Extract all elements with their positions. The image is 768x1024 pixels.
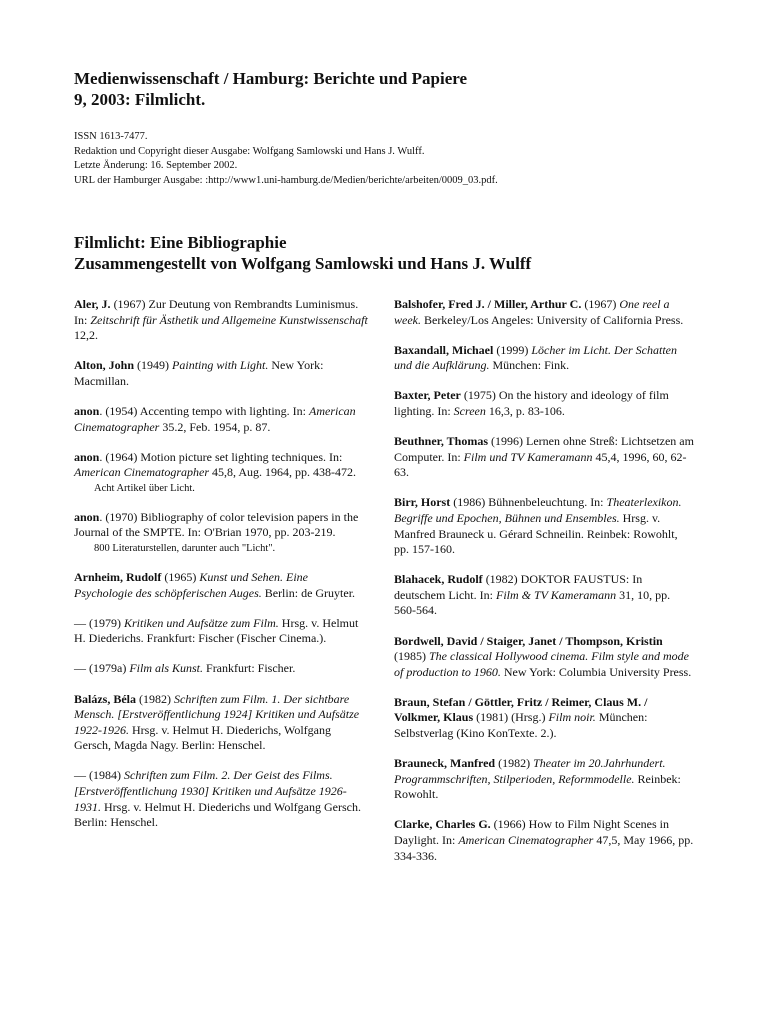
bibliography-column-left	[74, 297, 368, 845]
entry-text: (1982)	[495, 756, 534, 771]
editorial-copyright: Redaktion und Copyright dieser Ausgabe: Wolfgang Samlowski und Hans J. Wulff.	[74, 145, 425, 157]
entry-title: Screen	[453, 403, 486, 418]
entry-text: (1967) Zur Deutung von Rembrandts Luminismus. In:	[74, 297, 359, 327]
entry-text: . (1970) Bibliography of color television papers in the Journal of the SMPTE. In: O'Brian 1970, pp. 203-219.	[74, 509, 359, 540]
entry-text: (1985)	[394, 649, 429, 664]
entry-text: Hrsg. v. Helmut H. Diederichs. Frankfurt: Fischer (Fischer Cinema.).	[74, 615, 359, 646]
bibliography-entry	[394, 388, 694, 419]
bibliography-column-right	[394, 297, 694, 879]
last-modified: Letzte Änderung: 16. September 2002.	[74, 160, 238, 171]
entry-text: 16,3, p. 83-106.	[485, 403, 565, 418]
series-title	[74, 68, 694, 110]
entry-text: — (1984)	[74, 768, 124, 783]
entry-author: Braun, Stefan / Göttler, Fritz / Reimer, Claus M. / Volkmer, Klaus	[394, 694, 648, 725]
bibliography-entry	[394, 695, 694, 742]
entry-text: (1966) How to Film Night Scenes in Daylight. In:	[394, 817, 669, 847]
entry-title: The classical Hollywood cinema. Film style and mode of production to 1960.	[394, 649, 689, 679]
bibliography-title-line-1: Filmlicht: Eine Bibliographie	[74, 233, 287, 252]
entry-text: 45,8, Aug. 1964, pp. 438-472.	[208, 465, 356, 480]
bibliography-entry	[394, 297, 694, 328]
entry-title: Film noir.	[548, 710, 596, 725]
bibliography-entry	[74, 570, 368, 601]
entry-text: Berkeley/Los Angeles: University of California Press.	[420, 312, 684, 327]
entry-author: Bordwell, David / Staiger, Janet / Thompson, Kristin	[394, 633, 663, 648]
bibliography-entry	[394, 756, 694, 803]
series-title-line-2: 9, 2003: Filmlicht.	[74, 90, 206, 109]
entry-text: 35.2, Feb. 1954, p. 87.	[159, 419, 271, 434]
entry-text: (1949)	[134, 358, 173, 373]
entry-author: Birr, Horst	[394, 495, 451, 510]
entry-text: Reinbek: Rowohlt.	[394, 771, 681, 802]
entry-text: (1981) (Hrsg.)	[473, 710, 549, 725]
bibliography-title-line-2: Zusammengestellt von Wolfgang Samlowski und Hans J. Wulff	[74, 254, 532, 273]
entry-text: München: Fink.	[489, 358, 570, 373]
entry-text: (1982)	[136, 691, 174, 706]
bibliography-entry	[74, 510, 368, 556]
entry-text: (1975) On the history and ideology of film lighting. In:	[394, 388, 669, 418]
bibliography-entry	[74, 661, 368, 677]
entry-text: (1967)	[581, 297, 620, 311]
bibliography-entry	[74, 404, 368, 435]
bibliography-entry	[394, 434, 694, 481]
source-url: URL der Hamburger Ausgabe: :http://www1.uni-hamburg.de/Medien/berichte/arbeiten/0009_03.pdf.	[74, 174, 498, 186]
entry-text: (1965)	[161, 570, 200, 585]
bibliography-entry	[74, 297, 368, 344]
entry-text: 45,4, 1996, 60, 62-63.	[394, 449, 687, 480]
bibliography-entry	[74, 616, 368, 647]
entry-title: One reel a week.	[394, 297, 670, 327]
entry-text: — (1979)	[74, 615, 124, 630]
entry-author: Balázs, Béla	[74, 691, 136, 706]
entry-text: Hrsg. v. Manfred Brauneck u. Gérard Schneilin. Reinbek: Rowohlt, pp. 157-160.	[394, 510, 678, 557]
publication-meta	[74, 130, 714, 188]
entry-text: Hrsg. v. Helmut H. Diederichs, Wolfgang Gersch, Magda Nagy. Berlin: Henschel.	[74, 722, 331, 753]
entry-author: Aler, J.	[74, 297, 111, 311]
entry-text: München: Selbstverlag (Kino KonTexte. 2.).	[394, 710, 648, 740]
issn: ISSN 1613-7477.	[74, 131, 148, 142]
entry-author: anon	[74, 403, 100, 418]
entry-text: New York: Columbia University Press.	[500, 664, 692, 679]
entry-text: Hrsg. v. Helmut H. Diederichs und Wolfgang Gersch. Berlin: Henschel.	[74, 799, 361, 830]
entry-title: Zeitschrift für Ästhetik und Allgemeine Kunstwissenschaft	[90, 312, 368, 327]
bibliography-entry	[394, 343, 694, 374]
entry-title: Theaterlexikon. Begriffe und Epochen, Bühnen und Ensembles.	[394, 495, 682, 525]
entry-text: 12,2.	[74, 328, 98, 343]
entry-title: American Cinematographer	[74, 465, 209, 480]
entry-title: American Cinematographer	[458, 832, 594, 847]
entry-text: (1982) DOKTOR FAUSTUS: In deutschem Licht. In:	[394, 572, 643, 602]
entry-title: Film als Kunst.	[129, 661, 204, 676]
entry-title: Film und TV Kameramann	[463, 449, 593, 464]
bibliography-title	[74, 232, 714, 274]
entry-author: Clarke, Charles G.	[394, 817, 491, 832]
entry-text: (1999)	[493, 342, 532, 357]
entry-text: (1986) Bühnenbeleuchtung. In:	[450, 495, 607, 510]
bibliography-entry	[394, 572, 694, 619]
bibliography-entry	[394, 634, 694, 681]
entry-author: Alton, John	[74, 358, 135, 373]
entry-author: Arnheim, Rudolf	[74, 570, 162, 585]
entry-title: Schriften zum Film. 2. Der Geist des Films. [Erstveröffentlichung 1930] Kritiken und Aufsätze 1926-1931.	[74, 768, 347, 814]
bibliography-entry	[394, 817, 694, 864]
bibliography-entry	[74, 358, 368, 389]
bibliography-entry	[74, 450, 368, 496]
entry-title: Löcher im Licht. Der Schatten und die Aufklärung.	[394, 342, 677, 373]
series-title-line-1: Medienwissenschaft / Hamburg: Berichte und Papiere	[74, 69, 468, 88]
entry-author: Brauneck, Manfred	[394, 756, 496, 771]
entry-text: (1996) Lernen ohne Streß: Lichtsetzen am Computer. In:	[394, 434, 694, 464]
entry-title: Film & TV Kameramann	[495, 587, 617, 602]
entry-text: Berlin: de Gruyter.	[261, 585, 356, 600]
entry-title: Kritiken und Aufsätze zum Film.	[124, 615, 279, 630]
entry-author: Beuthner, Thomas	[394, 434, 489, 449]
entry-title: Schriften zum Film. 1. Der sichtbare Mensch. [Erstveröffentlichung 1924] Kritiken und Aufsätze 1922-1926.	[74, 691, 360, 737]
entry-note: 800 Literaturstellen, darunter auch "Licht".	[94, 543, 276, 555]
entry-title: Painting with Light.	[172, 358, 269, 373]
entry-text: . (1964) Motion picture set lighting techniques. In:	[99, 449, 343, 464]
bibliography-entry	[74, 768, 368, 830]
entry-author: Baxter, Peter	[394, 388, 461, 403]
entry-text: . (1954) Accenting tempo with lighting. In:	[99, 403, 309, 418]
bibliography-entry	[74, 692, 368, 754]
entry-text: 31, 10, pp. 560-564.	[394, 587, 671, 618]
entry-text: New York: Macmillan.	[74, 358, 324, 388]
entry-author: anon	[74, 449, 100, 464]
entry-author: Balshofer, Fred J. / Miller, Arthur C.	[394, 297, 582, 311]
entry-author: Baxandall, Michael	[394, 342, 494, 357]
entry-author: anon	[74, 509, 100, 524]
entry-title: American Cinematographer	[74, 403, 356, 434]
entry-note: Acht Artikel über Licht.	[94, 482, 195, 494]
entry-text: 47,5, May 1966, pp. 334-336.	[394, 832, 694, 863]
entry-title: Kunst und Sehen. Eine Psychologie des schöpferischen Auges.	[74, 570, 308, 600]
entry-title: Theater im 20.Jahrhundert. Programmschriften, Stilperioden, Reformmodelle.	[394, 756, 666, 786]
entry-author: Blahacek, Rudolf	[394, 572, 483, 587]
bibliography-entry	[394, 495, 694, 557]
entry-text: Frankfurt: Fischer.	[203, 661, 296, 676]
entry-text: — (1979a)	[74, 661, 130, 676]
